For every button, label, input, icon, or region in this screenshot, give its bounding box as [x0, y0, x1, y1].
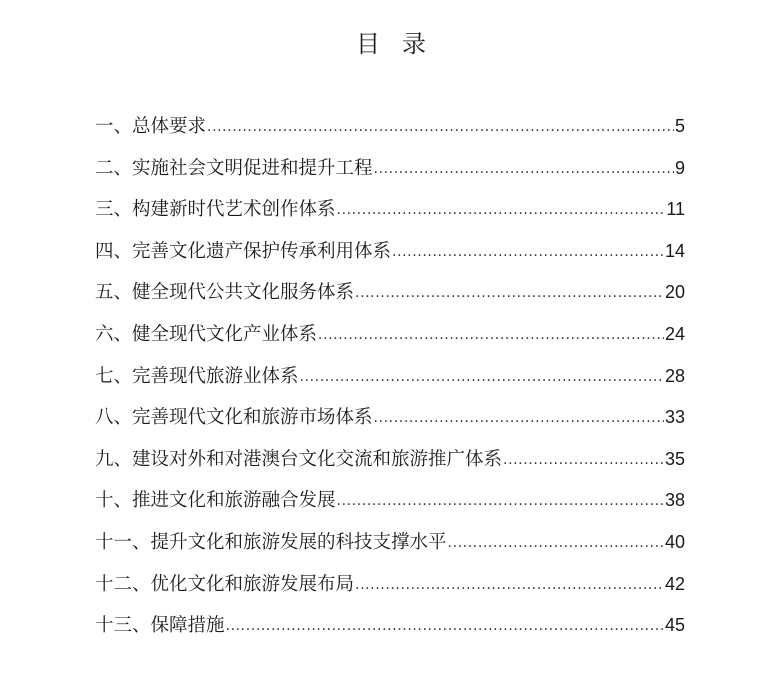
toc-entry-page-number[interactable]: 5: [674, 116, 685, 136]
toc-entry-page-number[interactable]: 14: [664, 240, 685, 261]
dot-leader: [503, 445, 664, 475]
dot-leader: [226, 611, 664, 641]
toc-entry-label[interactable]: 四、完善文化遗产保护传承利用体系: [95, 240, 392, 262]
toc-entry[interactable]: [95, 194, 685, 236]
toc-entry-label[interactable]: 九、建设对外和对港澳台文化交流和旅游推广体系: [95, 448, 503, 470]
toc-entry-label[interactable]: 一、总体要求: [95, 116, 207, 137]
toc-entry[interactable]: [95, 153, 685, 195]
toc-entry[interactable]: [95, 610, 685, 652]
toc-entry[interactable]: [95, 485, 685, 527]
toc-entry[interactable]: [95, 319, 685, 361]
toc-entry-label[interactable]: 十三、保障措施: [95, 615, 225, 637]
toc-entry-page-number[interactable]: 28: [664, 365, 685, 386]
toc-entry-label[interactable]: 五、健全现代公共文化服务体系: [95, 282, 355, 304]
toc-entry[interactable]: [95, 277, 685, 319]
toc-entry[interactable]: [95, 111, 685, 153]
toc-entry-page-number[interactable]: 11: [666, 199, 685, 220]
toc-entry[interactable]: [95, 402, 685, 444]
toc-entry-label[interactable]: 三、构建新时代艺术创作体系: [95, 199, 336, 221]
page-title: 目录: [356, 30, 448, 58]
toc-entry[interactable]: [95, 569, 685, 611]
toc-entry[interactable]: [95, 236, 685, 278]
dot-leader: [355, 570, 664, 600]
toc-entry-page-number[interactable]: 20: [664, 282, 685, 303]
toc-entry-page-number[interactable]: 45: [664, 615, 685, 636]
toc-entry-label[interactable]: 八、完善现代文化和旅游市场体系: [95, 407, 373, 429]
toc-entry[interactable]: [95, 361, 685, 403]
toc-entry-page-number[interactable]: 38: [664, 490, 685, 511]
toc-entry-page-number[interactable]: 42: [664, 573, 685, 594]
dot-leader: [337, 195, 666, 225]
toc-entry-label[interactable]: 十二、优化文化和旅游发展布局: [95, 573, 355, 595]
dot-leader: [318, 320, 664, 350]
toc-entry-label[interactable]: 二、实施社会文明促进和提升工程: [95, 157, 373, 179]
dot-leader: [355, 278, 664, 308]
dot-leader: [300, 362, 664, 392]
dot-leader: [374, 403, 664, 433]
toc-entry[interactable]: [95, 444, 685, 486]
dot-leader: [374, 154, 674, 184]
dot-leader: [448, 528, 664, 558]
toc-entry-label[interactable]: 十、推进文化和旅游融合发展: [95, 490, 336, 512]
toc-entry[interactable]: [95, 527, 685, 569]
toc-entry-page-number[interactable]: 33: [664, 407, 685, 428]
toc-entry-page-number[interactable]: 9: [674, 157, 685, 178]
dot-leader: [207, 112, 674, 142]
dot-leader: [337, 486, 664, 516]
toc-entry-label[interactable]: 六、健全现代文化产业体系: [95, 323, 318, 345]
dot-leader: [392, 237, 664, 267]
toc-entry-label[interactable]: 十一、提升文化和旅游发展的科技支撑水平: [95, 531, 447, 553]
toc-entry-page-number[interactable]: 35: [664, 448, 685, 469]
toc-entry-label[interactable]: 七、完善现代旅游业体系: [95, 365, 299, 387]
table-of-contents: [95, 111, 685, 652]
toc-entry-page-number[interactable]: 24: [664, 323, 685, 344]
toc-entry-page-number[interactable]: 40: [664, 531, 685, 552]
